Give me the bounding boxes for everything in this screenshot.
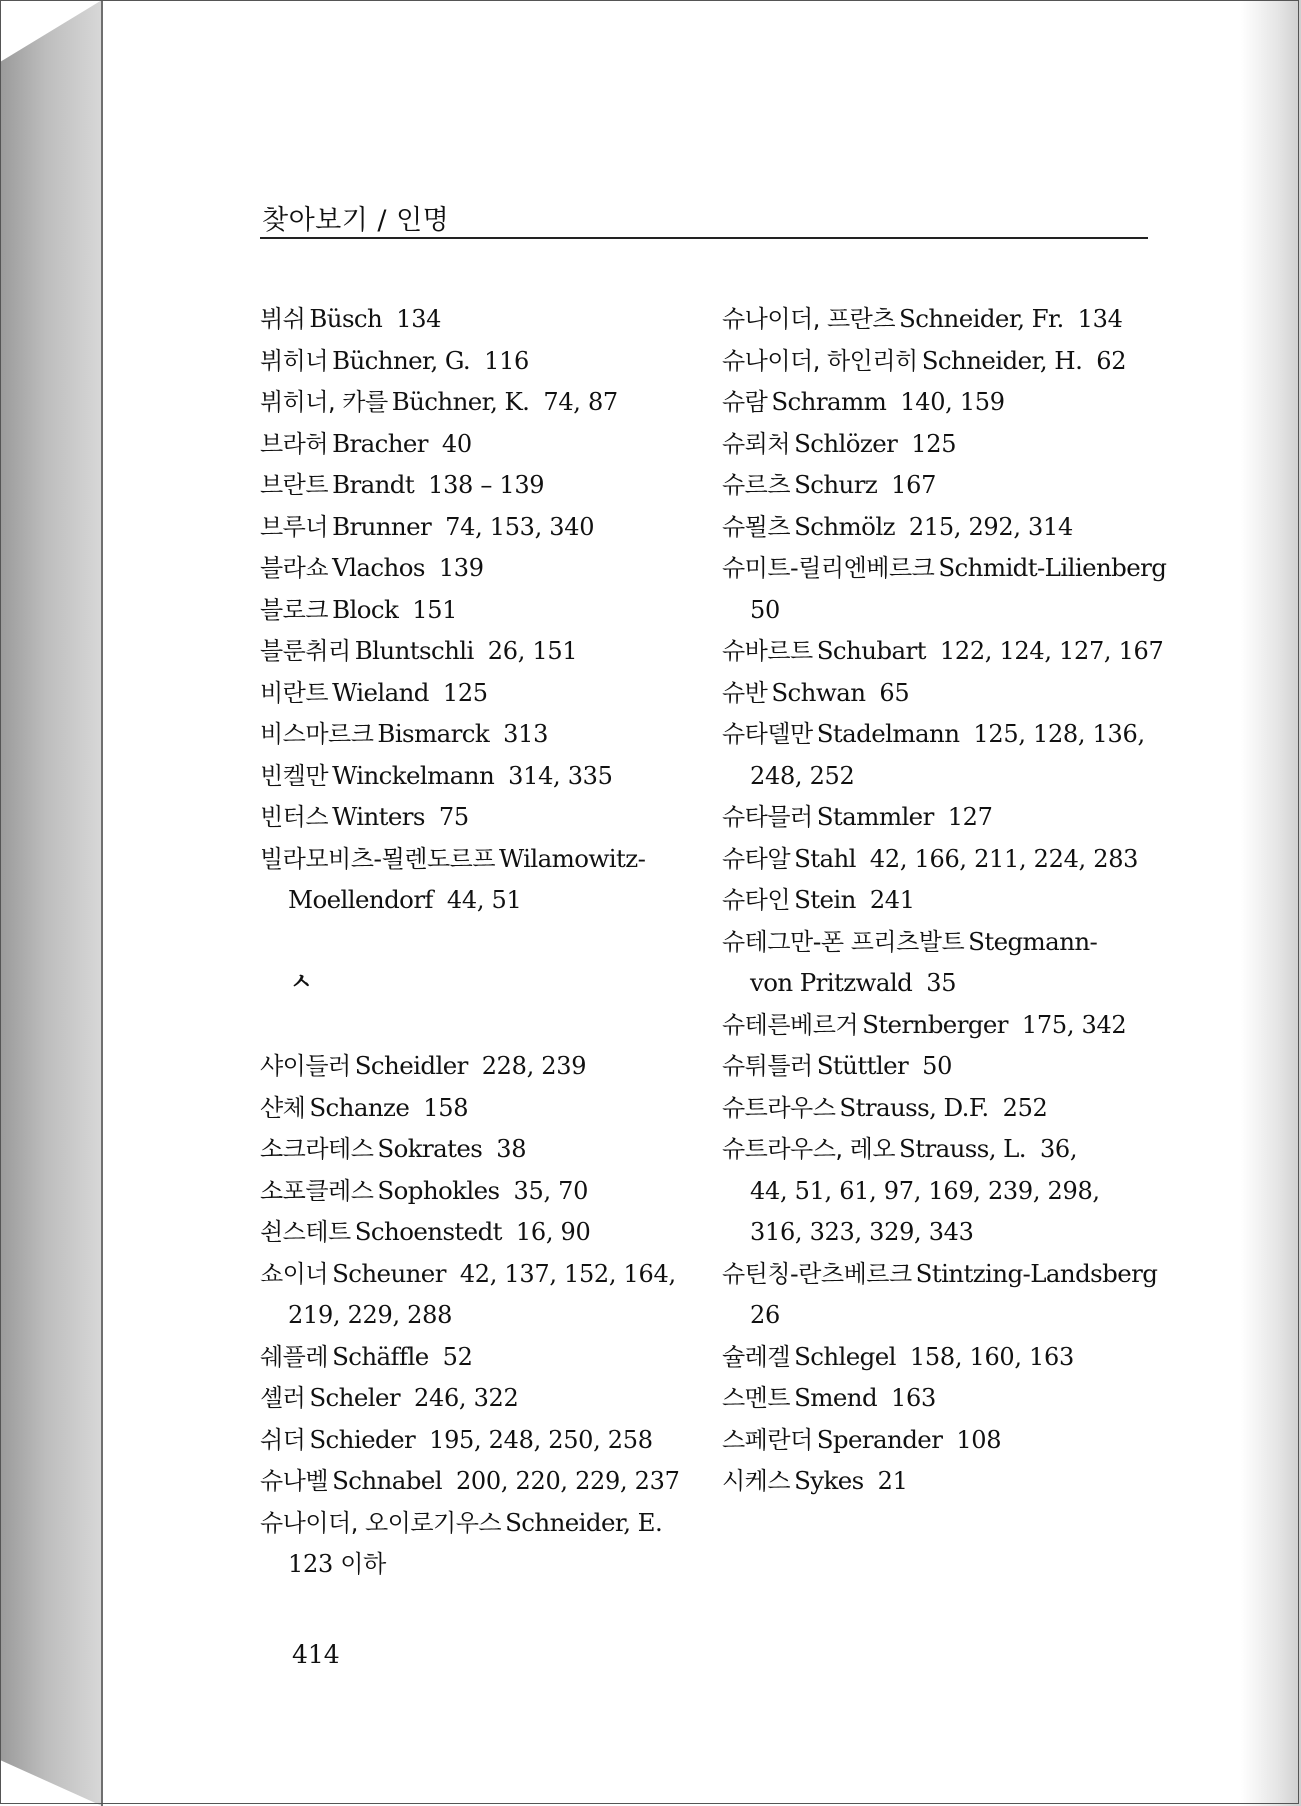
page-refs: 52: [442, 1342, 473, 1371]
original-name: Schneider, E.: [505, 1507, 663, 1537]
korean-name: 슈나이더, 프란츠: [722, 305, 896, 333]
index-entry: [722, 340, 1162, 382]
page-refs: 122, 124, 127, 167: [939, 637, 1164, 665]
korean-name: 슈트라우스: [722, 1093, 836, 1122]
korean-name: 슐레겔: [722, 1342, 791, 1371]
page-refs: 313: [503, 720, 549, 748]
index-entry: [722, 1253, 1162, 1295]
page-refs: 127: [947, 803, 993, 831]
index-entry-continuation: [722, 1170, 1162, 1212]
original-name: Wilamowitz-: [499, 843, 646, 873]
index-entry: [260, 381, 680, 423]
korean-name: 샨체: [260, 1093, 306, 1122]
korean-name: 슈튀틀러: [722, 1052, 813, 1080]
page-refs: 163: [891, 1384, 936, 1412]
index-entry-continuation: [260, 1543, 680, 1585]
korean-name: 뷔쉬: [260, 305, 306, 333]
korean-name: 슈트라우스, 레오: [722, 1135, 896, 1163]
original-name: Winckelmann: [332, 760, 495, 790]
index-entry: [260, 1211, 680, 1253]
original-name: Büsch: [309, 304, 383, 333]
korean-name: 슈타인: [722, 886, 791, 914]
original-name: Moellendorf: [288, 885, 433, 914]
korean-name: 슈미트-릴리엔베르크: [722, 554, 935, 582]
index-entry: [260, 1045, 680, 1087]
page-refs: 248, 252: [750, 761, 855, 790]
index-entry: [260, 1502, 680, 1544]
korean-name: 스페란더: [722, 1425, 813, 1454]
original-name: Schneider, H.: [921, 345, 1083, 375]
index-entry: [260, 672, 680, 714]
index-entry: [260, 1087, 680, 1129]
page-refs: 252: [1002, 1093, 1048, 1122]
korean-name: 스멘트: [722, 1384, 791, 1412]
page-refs: 75: [438, 803, 469, 831]
original-name: Schanze: [309, 1092, 410, 1122]
page-refs: 125: [442, 678, 488, 707]
original-name: Schäffle: [332, 1341, 429, 1371]
page-refs: 140, 159: [900, 388, 1005, 416]
index-entry-continuation: [722, 1211, 1162, 1253]
index-entry: [722, 838, 1162, 880]
korean-name: 블로크: [260, 595, 329, 624]
korean-name: 슈르츠: [722, 471, 791, 499]
page-refs: 134: [1077, 305, 1123, 333]
header-rule: [260, 237, 1148, 239]
original-name: Scheuner: [332, 1258, 446, 1288]
index-entry: [260, 1419, 680, 1461]
korean-name: 슈나벨: [260, 1467, 329, 1495]
original-name: Schneider, Fr.: [899, 304, 1064, 333]
korean-name: 브라허: [260, 429, 329, 458]
original-name: Stintzing-Landsberg: [915, 1258, 1158, 1288]
index-entry: [260, 1336, 680, 1378]
index-entry: [722, 713, 1162, 755]
korean-name: 빌라모비츠-묄렌도르프: [260, 844, 495, 873]
korean-name: 시케스: [722, 1467, 791, 1495]
page-refs: 123 이하: [288, 1550, 387, 1578]
original-name: Strauss, D.F.: [839, 1092, 989, 1122]
page-refs: 108: [956, 1425, 1002, 1454]
index-entry: [260, 423, 680, 465]
index-entry: [260, 589, 680, 631]
page-refs: 62: [1096, 346, 1127, 375]
page-refs: 125, 128, 136,: [973, 720, 1145, 748]
original-name: Büchner, G.: [332, 345, 471, 375]
page-refs: 44, 51: [446, 886, 522, 914]
original-name: Schmölz: [794, 511, 895, 541]
original-name: Scheler: [309, 1383, 401, 1412]
page-edge-shadow: [1241, 0, 1301, 1806]
page-refs: 314, 335: [508, 761, 613, 790]
korean-name: 쇼이너: [260, 1259, 329, 1288]
korean-name: 슈테그만-폰 프리츠발트: [722, 927, 965, 956]
korean-name: 뷔히너: [260, 346, 329, 375]
page-refs: 134: [396, 305, 442, 333]
page-refs: 38: [496, 1135, 527, 1163]
korean-name: 슈묄츠: [722, 512, 791, 541]
original-name: Sophokles: [377, 1175, 500, 1205]
korean-name: 슈타알: [722, 844, 791, 873]
index-entry: [722, 547, 1167, 589]
index-column-left: [260, 298, 680, 1585]
korean-name: 소포클레스: [260, 1176, 374, 1205]
index-entry: [260, 1460, 680, 1502]
korean-name: 슈뢰처: [722, 429, 791, 458]
korean-name: 브란트: [260, 471, 329, 499]
index-entry: [722, 1460, 1162, 1502]
index-entry-continuation: [722, 962, 1162, 1004]
page-refs: 116: [484, 346, 530, 375]
original-name: Vlachos: [332, 553, 425, 582]
page-header-title: 찾아보기 / 인명: [262, 205, 450, 236]
korean-name: 뷔히너, 카를: [260, 388, 388, 416]
index-entry: [722, 1004, 1162, 1046]
index-entry: [722, 506, 1162, 548]
original-name: Schramm: [771, 387, 887, 416]
index-entry: [260, 838, 680, 880]
index-entry: [260, 1128, 680, 1170]
original-name: Smend: [794, 1383, 878, 1412]
original-name: Brandt: [332, 470, 415, 499]
index-column-right: [722, 298, 1167, 1502]
original-name: Schnabel: [332, 1466, 442, 1495]
original-name: Strauss, L.: [899, 1134, 1026, 1163]
original-name: Stein: [794, 885, 856, 914]
original-name: Schlegel: [794, 1341, 896, 1371]
korean-name: 슈람: [722, 388, 768, 416]
book-side-edge: [0, 0, 102, 1806]
korean-name: 브루너: [260, 512, 329, 541]
original-name: Stammler: [816, 802, 934, 831]
index-entry: [260, 298, 680, 340]
page-refs: 74, 87: [543, 388, 618, 416]
original-name: Bismarck: [377, 719, 490, 748]
index-entry: [722, 1336, 1162, 1378]
korean-name: 셸러: [260, 1384, 306, 1412]
index-entry: [260, 1170, 680, 1212]
page-refs: 167: [891, 471, 937, 499]
page-refs: 35: [926, 969, 957, 997]
page-refs: 36,: [1039, 1135, 1078, 1163]
original-name: Sokrates: [377, 1134, 483, 1163]
original-name: Winters: [332, 802, 425, 831]
page-refs: 195, 248, 250, 258: [429, 1425, 653, 1454]
korean-name: 슈틴칭-란츠베르크: [722, 1259, 912, 1288]
index-entry: [722, 796, 1162, 838]
korean-name: 슈타믈러: [722, 803, 813, 831]
korean-name: 비스마르크: [260, 720, 374, 748]
korean-name: 소크라테스: [260, 1135, 374, 1163]
page-refs: 151: [412, 595, 458, 624]
index-entry: [722, 1045, 1162, 1087]
original-name: Schmidt-Lilienberg: [938, 553, 1167, 582]
page-refs: 158: [423, 1093, 469, 1122]
index-entry: [722, 1087, 1162, 1129]
original-name: Stahl: [794, 843, 856, 873]
blank-line: [260, 1004, 680, 1046]
index-entry: [722, 381, 1162, 423]
korean-name: 슈반: [722, 678, 768, 707]
section-heading: ㅅ: [290, 969, 313, 995]
original-name: Schoenstedt: [354, 1217, 502, 1246]
index-entry: [260, 506, 680, 548]
korean-name: 블라쇼: [260, 554, 329, 582]
index-entry: [722, 1419, 1162, 1461]
index-entry: [260, 796, 680, 838]
index-entry: [260, 547, 680, 589]
index-entry-continuation: [722, 589, 1162, 631]
page-refs: 219, 229, 288: [288, 1301, 453, 1329]
korean-name: 쇤스테트: [260, 1218, 351, 1246]
page-refs: 40: [441, 429, 472, 458]
original-name: Schwan: [771, 677, 866, 707]
korean-name: 슈테른베르거: [722, 1010, 859, 1039]
page-refs: 241: [869, 886, 915, 914]
index-entry: [722, 630, 1162, 672]
original-name: Büchner, K.: [391, 387, 530, 416]
index-entry-continuation: [722, 1294, 1162, 1336]
korean-name: 슈나이더, 하인리히: [722, 346, 918, 375]
original-name: Sykes: [794, 1466, 864, 1495]
korean-name: 블룬취리: [260, 637, 351, 665]
index-entry: [722, 1377, 1162, 1419]
page-refs: 50: [750, 595, 780, 624]
korean-name: 빈터스: [260, 803, 329, 831]
index-entry: [722, 464, 1162, 506]
index-entry: [260, 1253, 680, 1295]
original-name: Bracher: [332, 428, 428, 458]
korean-name: 쉐플레: [260, 1342, 329, 1371]
page-refs: 246, 322: [414, 1384, 519, 1412]
original-name: Scheidler: [354, 1051, 468, 1080]
korean-name: 슈타델만: [722, 720, 813, 748]
original-name: Schurz: [794, 470, 878, 499]
original-name: Block: [332, 594, 399, 624]
page-refs: 44, 51, 61, 97, 169, 239, 298,: [750, 1176, 1100, 1205]
index-entry: [722, 298, 1162, 340]
page-refs: 50: [922, 1052, 953, 1080]
page-refs: 26, 151: [487, 637, 578, 665]
korean-name: 비란트: [260, 678, 329, 707]
korean-name: 쉬더: [260, 1425, 306, 1454]
original-name: Stadelmann: [816, 719, 960, 748]
original-name: Wieland: [332, 677, 429, 707]
page-refs: 42, 166, 211, 224, 283: [869, 844, 1139, 873]
page-refs: 228, 239: [481, 1052, 587, 1080]
index-entry: [260, 464, 680, 506]
page-refs: 215, 292, 314: [908, 512, 1073, 541]
original-name: Sternberger: [862, 1009, 1008, 1039]
page-refs: 125: [911, 429, 957, 458]
page-refs: 200, 220, 229, 237: [455, 1467, 680, 1495]
page-refs: 138 – 139: [428, 471, 545, 499]
blank-line: [260, 921, 680, 963]
index-entry: [260, 755, 680, 797]
index-entry: [722, 672, 1162, 714]
page-refs: 16, 90: [515, 1218, 591, 1246]
page-refs: 21: [877, 1467, 908, 1495]
korean-name: 슈나이더, 오이로기우스: [260, 1508, 502, 1537]
original-name: Bluntschli: [354, 636, 474, 665]
original-name: Sperander: [816, 1424, 943, 1454]
index-entry: [722, 423, 1162, 465]
index-entry-continuation: [722, 755, 1162, 797]
index-entry: [260, 713, 680, 755]
original-name: Schubart: [816, 636, 926, 665]
page-refs: 42, 137, 152, 164,: [459, 1259, 676, 1288]
index-entry-continuation: [260, 879, 680, 921]
original-name: von Pritzwald: [750, 968, 913, 997]
original-name: Stüttler: [816, 1051, 909, 1080]
index-entry: [722, 879, 1162, 921]
korean-name: 슈바르트: [722, 637, 813, 665]
index-entry-continuation: [260, 1294, 680, 1336]
korean-name: 빈켈만: [260, 761, 329, 790]
original-name: Schlözer: [794, 428, 898, 458]
korean-name: 샤이들러: [260, 1052, 351, 1080]
page-refs: 35, 70: [513, 1176, 589, 1205]
page-refs: 175, 342: [1021, 1010, 1127, 1039]
index-entry: [722, 921, 1162, 963]
page-refs: 74, 153, 340: [445, 512, 595, 541]
page-refs: 26: [750, 1301, 780, 1329]
page-refs: 316, 323, 329, 343: [750, 1218, 974, 1246]
index-entry: [260, 630, 680, 672]
page-refs: 158, 160, 163: [909, 1342, 1074, 1371]
index-entry: [260, 340, 680, 382]
original-name: Schieder: [309, 1424, 416, 1454]
original-name: Brunner: [332, 511, 432, 541]
index-entry: [260, 1377, 680, 1419]
index-entry: [722, 1128, 1162, 1170]
original-name: Stegmann-: [968, 926, 1098, 956]
page-refs: 139: [438, 554, 484, 582]
page-refs: 65: [879, 678, 910, 707]
page-number: 414: [292, 1640, 340, 1669]
